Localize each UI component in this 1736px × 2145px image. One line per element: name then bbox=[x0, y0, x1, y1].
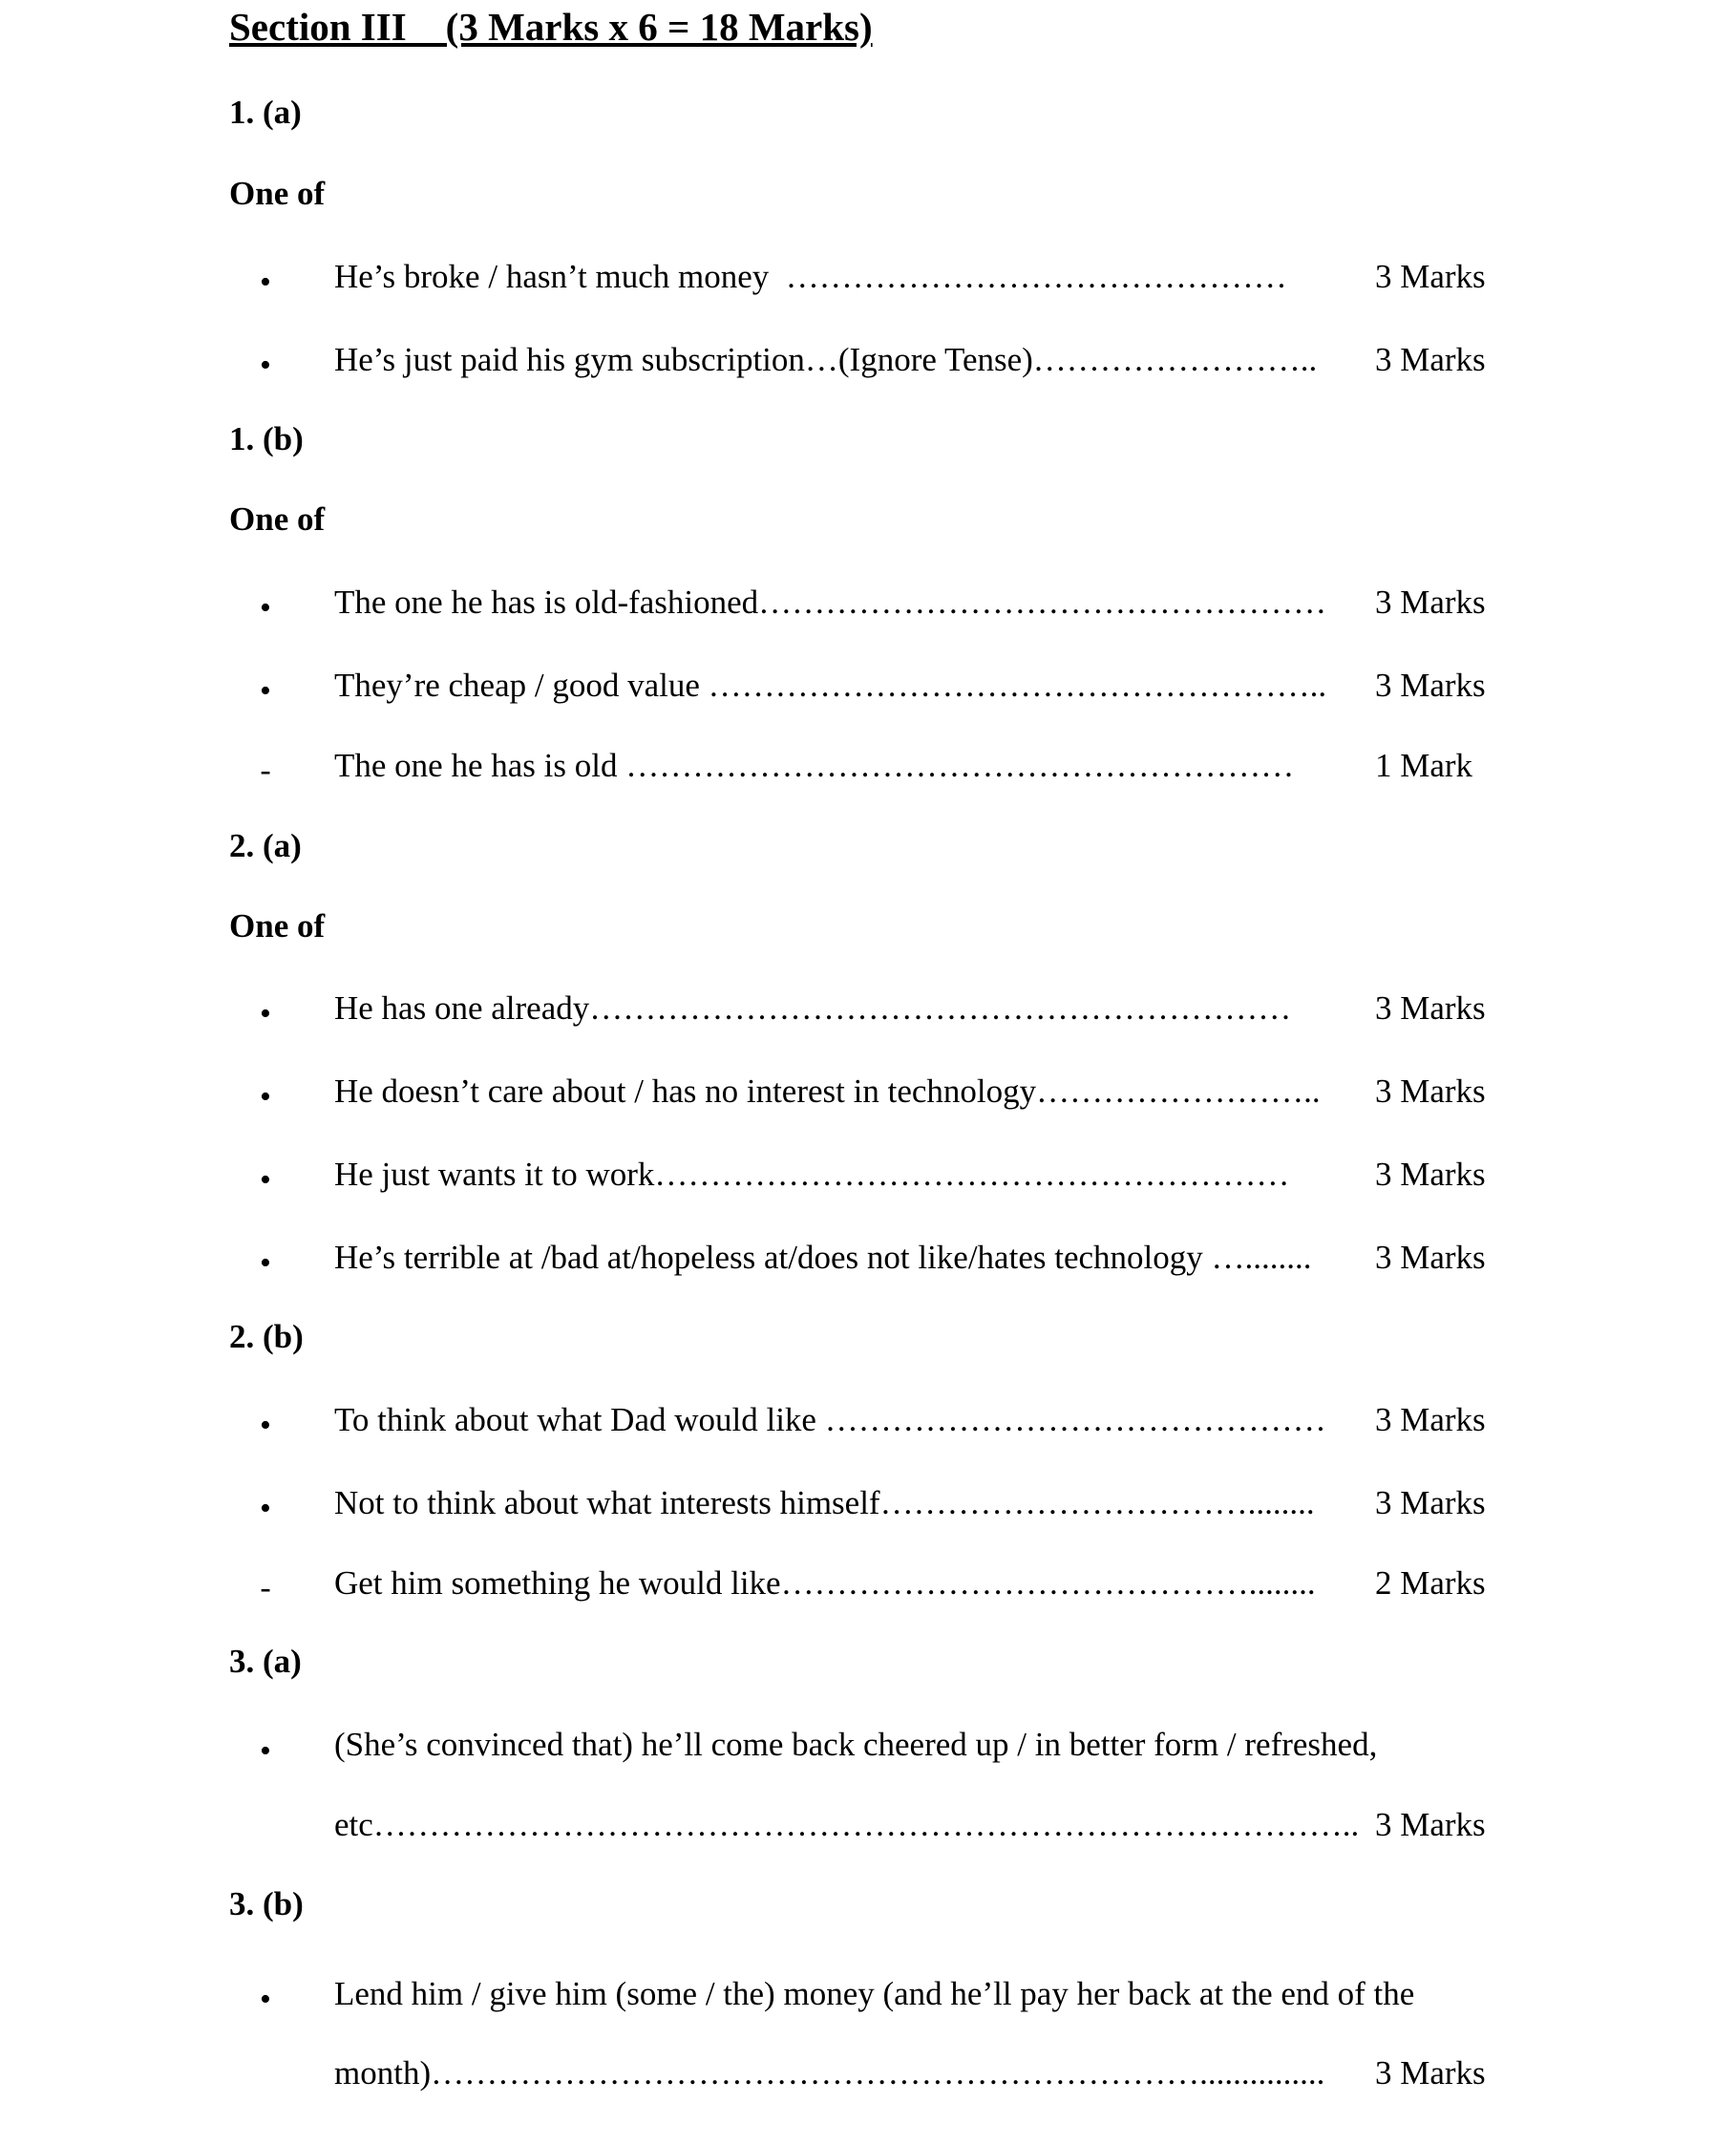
answer-marks: 3 Marks bbox=[1375, 1239, 1486, 1276]
answer-marks: 3 Marks bbox=[1375, 258, 1486, 295]
bullet-icon: • bbox=[260, 673, 271, 709]
question-1b-intro: One of bbox=[229, 500, 326, 538]
answer-item: Not to think about what interests himself……………………………........ bbox=[334, 1484, 1315, 1521]
dash-icon: - bbox=[260, 1570, 271, 1605]
question-3a-heading: 3. (a) bbox=[229, 1643, 302, 1680]
bullet-icon: • bbox=[260, 1245, 271, 1281]
section-title: Section III (3 Marks x 6 = 18 Marks) bbox=[229, 5, 873, 49]
answer-item: The one he has is old-fashioned…………………………………………… bbox=[334, 584, 1327, 621]
bullet-icon: • bbox=[260, 996, 271, 1031]
answer-item: He doesn’t care about / has no interest in technology…………………….. bbox=[334, 1072, 1321, 1110]
answer-marks: 3 Marks bbox=[1375, 2054, 1486, 2092]
answer-item-line1: (She’s convinced that) he’ll come back cheered up / in better form / refreshed, bbox=[334, 1726, 1378, 1763]
question-1a-intro: One of bbox=[229, 175, 326, 212]
bullet-icon: • bbox=[260, 1162, 271, 1198]
answer-marks: 3 Marks bbox=[1375, 1072, 1486, 1110]
answer-item-line2: month)……………………………………………………………............... bbox=[334, 2054, 1325, 2092]
answer-item: They’re cheap / good value ……………………………………………….. bbox=[334, 667, 1327, 704]
answer-item: To think about what Dad would like ……………………………………… bbox=[334, 1401, 1326, 1438]
question-2b-heading: 2. (b) bbox=[229, 1318, 304, 1355]
answer-marks: 2 Marks bbox=[1375, 1564, 1486, 1602]
question-1b-heading: 1. (b) bbox=[229, 420, 304, 457]
answer-marks: 3 Marks bbox=[1375, 584, 1486, 621]
answer-item: He’s broke / hasn’t much money ……………………………………… bbox=[334, 258, 1287, 295]
answer-item-line2: etc…………………………………………………………………………….. bbox=[334, 1806, 1360, 1843]
bullet-icon: • bbox=[260, 590, 271, 626]
bullet-icon: • bbox=[260, 265, 271, 300]
answer-item: He’s just paid his gym subscription…(Ignore Tense)…………………….. bbox=[334, 341, 1318, 378]
answer-marks: 3 Marks bbox=[1375, 1806, 1486, 1843]
answer-item: He just wants it to work………………………………………………… bbox=[334, 1156, 1290, 1193]
answer-marks: 3 Marks bbox=[1375, 1156, 1486, 1193]
answer-marks: 3 Marks bbox=[1375, 1401, 1486, 1438]
answer-item: He has one already……………………………………………………… bbox=[334, 989, 1292, 1027]
dash-icon: - bbox=[260, 753, 271, 788]
answer-marks: 3 Marks bbox=[1375, 989, 1486, 1027]
bullet-icon: • bbox=[260, 1491, 271, 1526]
bullet-icon: • bbox=[260, 348, 271, 383]
bullet-icon: • bbox=[260, 1733, 271, 1769]
answer-marks: 1 Mark bbox=[1375, 747, 1473, 784]
bullet-icon: • bbox=[260, 1982, 271, 2017]
question-2a-intro: One of bbox=[229, 907, 326, 945]
answer-item: He’s terrible at /bad at/hopeless at/does not like/hates technology …........ bbox=[334, 1239, 1312, 1276]
answer-marks: 3 Marks bbox=[1375, 1484, 1486, 1521]
answer-item: Get him something he would like……………………………………........ bbox=[334, 1564, 1316, 1602]
question-2a-heading: 2. (a) bbox=[229, 827, 302, 864]
answer-item-line1: Lend him / give him (some / the) money (and he’ll pay her back at the end of the bbox=[334, 1975, 1415, 2012]
question-1a-heading: 1. (a) bbox=[229, 94, 302, 131]
answer-marks: 3 Marks bbox=[1375, 341, 1486, 378]
bullet-icon: • bbox=[260, 1079, 271, 1115]
answer-marks: 3 Marks bbox=[1375, 667, 1486, 704]
bullet-icon: • bbox=[260, 1408, 271, 1443]
answer-item: The one he has is old …………………………………………………… bbox=[334, 747, 1295, 784]
question-3b-heading: 3. (b) bbox=[229, 1885, 304, 1922]
